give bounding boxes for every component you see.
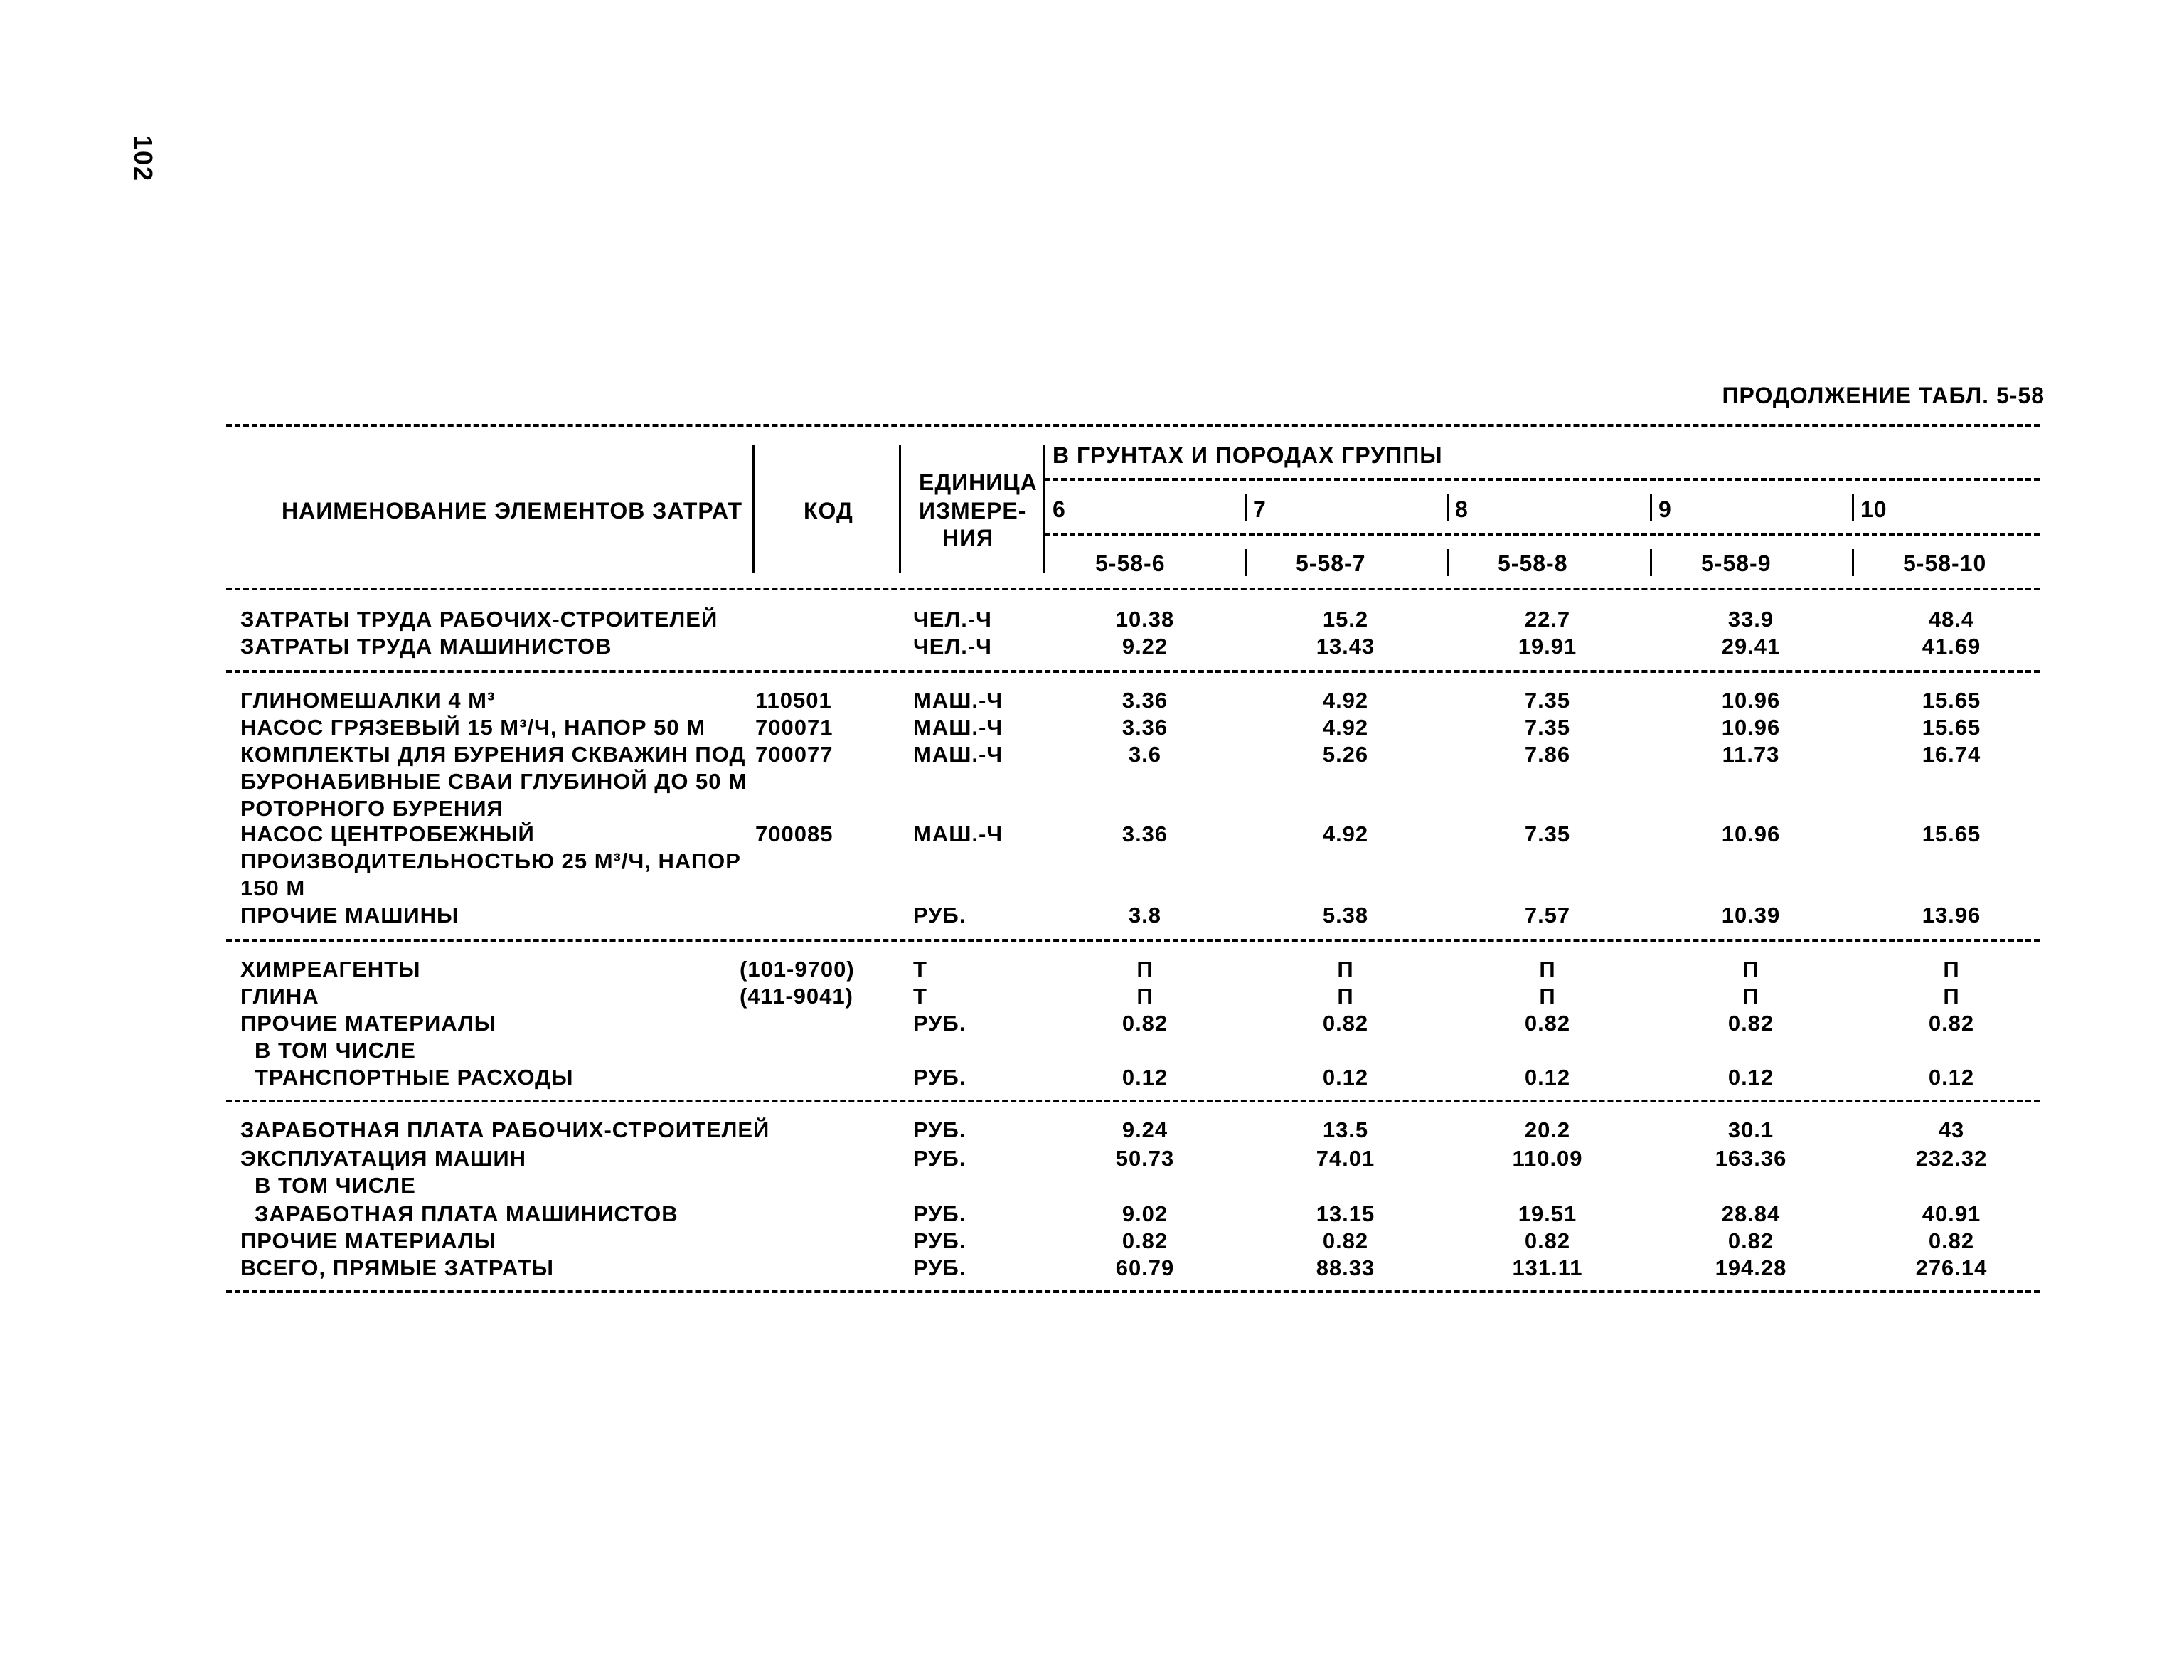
row-name: ЗАРАБОТНАЯ ПЛАТА МАШИНИСТОВ	[255, 1201, 678, 1226]
group-6: 6	[1053, 496, 1066, 522]
row-code: 110501	[755, 688, 832, 713]
row-value: 0.82	[1524, 1011, 1571, 1036]
row-value: 0.82	[1928, 1011, 1975, 1036]
row-value: П	[1943, 984, 1960, 1009]
vertical-rule	[1447, 494, 1449, 521]
row-unit: РУБ.	[913, 1117, 966, 1142]
row-name: БУРОНАБИВНЫЕ СВАИ ГЛУБИНОЙ ДО 50 М	[240, 769, 747, 794]
row-value: П	[1136, 984, 1154, 1009]
code-5-58-10: 5-58-10	[1903, 551, 1987, 576]
row-value: 15.2	[1322, 607, 1369, 632]
divider	[226, 1100, 2040, 1102]
code-5-58-8: 5-58-8	[1498, 551, 1568, 576]
row-value: 3.6	[1128, 742, 1162, 767]
row-value: 13.15	[1316, 1201, 1375, 1226]
row-value: 15.65	[1922, 688, 1981, 713]
code-5-58-6: 5-58-6	[1095, 551, 1166, 576]
row-unit: МАШ.-Ч	[913, 742, 1003, 767]
row-code: 700071	[755, 715, 833, 740]
row-value: 0.12	[1928, 1065, 1975, 1090]
row-unit: Т	[913, 984, 927, 1009]
row-unit: РУБ.	[913, 1011, 966, 1036]
row-value: 11.73	[1722, 742, 1780, 767]
row-value: 33.9	[1727, 607, 1774, 632]
row-value: 15.65	[1922, 715, 1981, 740]
row-value: 7.35	[1524, 715, 1571, 740]
row-name: ВСЕГО, ПРЯМЫЕ ЗАТРАТЫ	[240, 1255, 554, 1280]
row-value: 0.12	[1122, 1065, 1168, 1090]
row-value: 0.12	[1322, 1065, 1369, 1090]
row-value: 0.12	[1524, 1065, 1571, 1090]
row-value: 7.35	[1524, 822, 1571, 846]
row-value: 60.79	[1115, 1255, 1175, 1280]
row-value: 5.38	[1322, 903, 1369, 927]
code-5-58-7: 5-58-7	[1296, 551, 1366, 576]
row-unit: РУБ.	[913, 1146, 966, 1171]
row-name: РОТОРНОГО БУРЕНИЯ	[240, 796, 504, 821]
row-code: 700077	[755, 742, 833, 767]
row-value: 5.26	[1322, 742, 1369, 767]
vertical-rule	[1043, 445, 1045, 573]
table-caption: ПРОДОЛЖЕНИЕ ТАБЛ. 5-58	[1722, 383, 2045, 408]
row-value: П	[1943, 957, 1960, 982]
divider	[226, 1290, 2040, 1293]
row-value: 88.33	[1316, 1255, 1375, 1280]
row-value: 41.69	[1922, 634, 1981, 659]
row-name: КОМПЛЕКТЫ ДЛЯ БУРЕНИЯ СКВАЖИН ПОД	[240, 742, 746, 767]
vertical-rule	[1245, 549, 1247, 576]
code-5-58-9: 5-58-9	[1701, 551, 1772, 576]
row-value: П	[1337, 957, 1354, 982]
group-8: 8	[1455, 496, 1469, 522]
row-value: 10.38	[1115, 607, 1175, 632]
row-name: НАСОС ЦЕНТРОБЕЖНЫЙ	[240, 822, 535, 846]
row-value: 3.36	[1122, 688, 1168, 713]
row-value: 163.36	[1715, 1146, 1787, 1171]
row-unit: Т	[913, 957, 927, 982]
row-value: 20.2	[1524, 1117, 1571, 1142]
row-value: 3.36	[1122, 715, 1168, 740]
row-value: 13.43	[1316, 634, 1375, 659]
row-value: 0.82	[1122, 1011, 1168, 1036]
row-unit: РУБ.	[913, 1255, 966, 1280]
row-code: 700085	[755, 822, 833, 846]
row-value: 10.96	[1721, 715, 1781, 740]
row-name: ЗАТРАТЫ ТРУДА РАБОЧИХ-СТРОИТЕЛЕЙ	[240, 607, 718, 632]
row-value: 30.1	[1727, 1117, 1774, 1142]
divider	[226, 424, 2040, 427]
row-name: В ТОМ ЧИСЛЕ	[255, 1173, 416, 1198]
row-code: (411-9041)	[740, 984, 853, 1009]
row-value: 194.28	[1715, 1255, 1787, 1280]
row-value: 276.14	[1915, 1255, 1988, 1280]
row-value: 13.96	[1922, 903, 1981, 927]
row-value: 0.82	[1524, 1228, 1571, 1253]
header-unit-2: ИЗМЕРЕ-	[919, 498, 1027, 523]
row-value: 3.36	[1122, 822, 1168, 846]
row-name: ЗАТРАТЫ ТРУДА МАШИНИСТОВ	[240, 634, 612, 659]
row-value: 10.96	[1721, 822, 1781, 846]
row-value: 131.11	[1512, 1255, 1583, 1280]
row-name: ГЛИНА	[240, 984, 319, 1009]
row-value: П	[1539, 957, 1556, 982]
row-name: ПРОИЗВОДИТЕЛЬНОСТЬЮ 25 М³/Ч, НАПОР	[240, 849, 741, 873]
vertical-rule	[1852, 549, 1854, 576]
divider	[226, 670, 2040, 673]
row-value: 4.92	[1322, 715, 1369, 740]
vertical-rule	[1447, 549, 1449, 576]
row-value: 29.41	[1721, 634, 1781, 659]
row-unit: ЧЕЛ.-Ч	[913, 634, 992, 659]
vertical-rule	[1650, 494, 1652, 521]
page-number: 102	[129, 135, 158, 183]
row-value: 0.82	[1727, 1228, 1774, 1253]
row-value: 50.73	[1115, 1146, 1175, 1171]
divider	[226, 588, 2040, 590]
group-10: 10	[1860, 496, 1887, 522]
vertical-rule	[1650, 549, 1652, 576]
row-unit: ЧЕЛ.-Ч	[913, 607, 992, 632]
row-value: П	[1742, 984, 1759, 1009]
row-value: 9.24	[1122, 1117, 1168, 1142]
vertical-rule	[752, 445, 755, 573]
row-unit: РУБ.	[913, 1065, 966, 1090]
vertical-rule	[1245, 494, 1247, 521]
row-value: 7.57	[1524, 903, 1571, 927]
row-name: В ТОМ ЧИСЛЕ	[255, 1038, 416, 1063]
row-value: П	[1136, 957, 1154, 982]
header-code: КОД	[804, 498, 853, 523]
row-name: ПРОЧИЕ МАТЕРИАЛЫ	[240, 1228, 497, 1253]
row-value: 13.5	[1322, 1117, 1369, 1142]
row-unit: МАШ.-Ч	[913, 688, 1003, 713]
row-value: П	[1742, 957, 1759, 982]
row-name: 150 М	[240, 876, 306, 900]
row-value: 19.51	[1518, 1201, 1577, 1226]
header-unit-3: НИЯ	[942, 525, 994, 551]
row-value: П	[1539, 984, 1556, 1009]
row-value: 0.82	[1122, 1228, 1168, 1253]
row-value: 28.84	[1721, 1201, 1781, 1226]
row-unit: МАШ.-Ч	[913, 822, 1003, 846]
row-value: 4.92	[1322, 822, 1369, 846]
row-code: (101-9700)	[740, 957, 855, 982]
row-unit: РУБ.	[913, 903, 966, 927]
row-value: 7.35	[1524, 688, 1571, 713]
row-unit: МАШ.-Ч	[913, 715, 1003, 740]
row-value: 0.12	[1727, 1065, 1774, 1090]
row-value: 22.7	[1524, 607, 1571, 632]
row-name: НАСОС ГРЯЗЕВЫЙ 15 М³/Ч, НАПОР 50 М	[240, 715, 706, 740]
row-value: 0.82	[1322, 1011, 1369, 1036]
header-group-title: В ГРУНТАХ И ПОРОДАХ ГРУППЫ	[1053, 442, 1443, 468]
row-name: ТРАНСПОРТНЫЕ РАСХОДЫ	[255, 1065, 574, 1090]
row-value: 0.82	[1322, 1228, 1369, 1253]
row-value: 74.01	[1316, 1146, 1375, 1171]
row-value: 3.8	[1128, 903, 1162, 927]
row-value: 4.92	[1322, 688, 1369, 713]
header-name: НАИМЕНОВАНИЕ ЭЛЕМЕНТОВ ЗАТРАТ	[282, 498, 742, 523]
group-9: 9	[1658, 496, 1672, 522]
header-unit-1: ЕДИНИЦА	[919, 469, 1038, 495]
divider	[1044, 478, 2040, 481]
row-name: ЭКСПЛУАТАЦИЯ МАШИН	[240, 1146, 527, 1171]
row-value: 232.32	[1915, 1146, 1988, 1171]
divider	[1044, 533, 2040, 536]
group-7: 7	[1253, 496, 1267, 522]
row-name: ПРОЧИЕ МАШИНЫ	[240, 903, 459, 927]
row-name: ПРОЧИЕ МАТЕРИАЛЫ	[240, 1011, 497, 1036]
row-value: 48.4	[1928, 607, 1975, 632]
row-value: П	[1337, 984, 1354, 1009]
vertical-rule	[899, 445, 901, 573]
row-value: 7.86	[1524, 742, 1571, 767]
row-name: ХИМРЕАГЕНТЫ	[240, 957, 421, 982]
row-value: 16.74	[1922, 742, 1981, 767]
row-value: 15.65	[1922, 822, 1981, 846]
row-value: 9.02	[1122, 1201, 1168, 1226]
row-value: 110.09	[1512, 1146, 1583, 1171]
row-value: 19.91	[1518, 634, 1577, 659]
row-value: 40.91	[1922, 1201, 1981, 1226]
divider	[226, 939, 2040, 942]
row-name: ЗАРАБОТНАЯ ПЛАТА РАБОЧИХ-СТРОИТЕЛЕЙ	[240, 1117, 770, 1142]
row-value: 43	[1938, 1117, 1965, 1142]
row-value: 10.39	[1721, 903, 1781, 927]
row-value: 10.96	[1721, 688, 1781, 713]
row-value: 0.82	[1727, 1011, 1774, 1036]
row-unit: РУБ.	[913, 1201, 966, 1226]
row-value: 9.22	[1122, 634, 1168, 659]
row-name: ГЛИНОМЕШАЛКИ 4 М³	[240, 688, 496, 713]
row-unit: РУБ.	[913, 1228, 966, 1253]
row-value: 0.82	[1928, 1228, 1975, 1253]
vertical-rule	[1852, 494, 1854, 521]
